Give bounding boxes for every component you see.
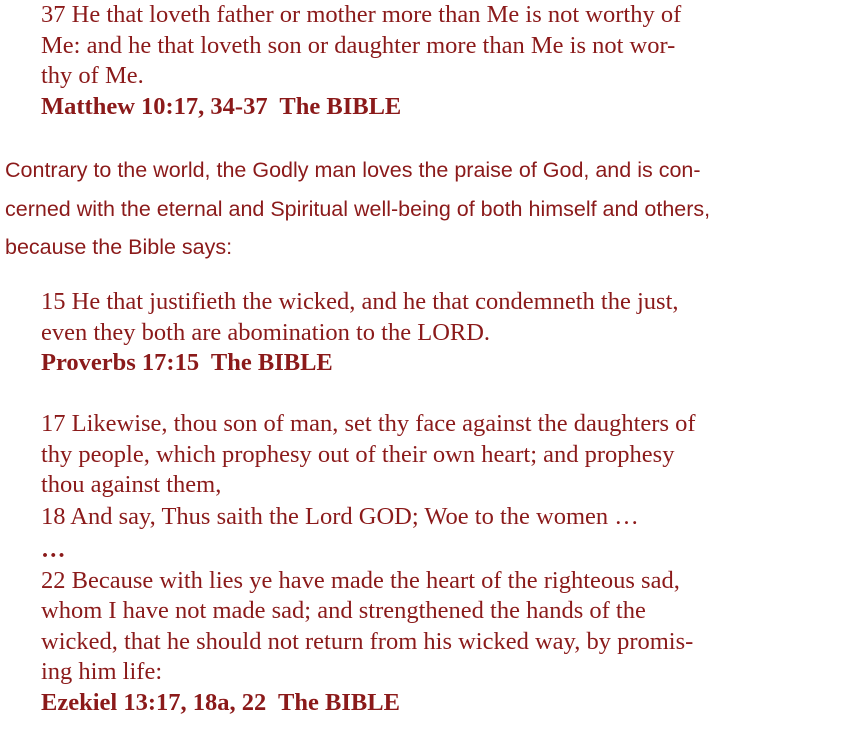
verse-line: 15 He that justifieth the wicked, and he that condemneth the just, (41, 288, 679, 315)
verse-line: thou against them, (41, 471, 222, 498)
body-paragraph (5, 151, 857, 267)
scripture-quote-proverbs (41, 287, 841, 379)
paragraph-line: because the Bible says: (5, 235, 233, 259)
scripture-reference: Matthew 10:17, 34-37 The BIBLE (41, 92, 402, 120)
verse-line: whom I have not made sad; and strengthened the hands of the (41, 597, 646, 624)
verse-line: thy people, which prophesy out of their own heart; and prophesy (41, 440, 675, 468)
verse-line: 17 Likewise, thou son of man, set thy face against the daughters of (41, 410, 696, 437)
paragraph-line: Contrary to the world, the Godly man loves the praise of God, and is con- (5, 158, 701, 182)
paragraph-line: cerned with the eternal and Spiritual well-being of both himself and others, (5, 196, 711, 221)
verse-line: 18 And say, Thus saith the Lord GOD; Woe to the women … (41, 502, 639, 530)
verse-line: 37 He that loveth father or mother more than Me is not worthy of (41, 1, 682, 28)
scripture-reference: Ezekiel 13:17, 18a, 22 The BIBLE (41, 688, 400, 716)
verse-line: even they both are abomination to the LORD. (41, 318, 491, 346)
scripture-quote-ezekiel (41, 409, 841, 718)
scripture-quote-matthew (41, 0, 841, 122)
omission-ellipsis: … (41, 536, 67, 563)
verse-line: wicked, that he should not return from his wicked way, by promis- (41, 627, 694, 655)
verse-line: 22 Because with lies ye have made the heart of the righteous sad, (41, 566, 680, 594)
scripture-reference: Proverbs 17:15 The BIBLE (41, 349, 333, 376)
verse-line: thy of Me. (41, 62, 144, 89)
verse-line: ing him life: (41, 658, 163, 685)
verse-line: Me: and he that loveth son or daughter more than Me is not wor- (41, 31, 676, 59)
